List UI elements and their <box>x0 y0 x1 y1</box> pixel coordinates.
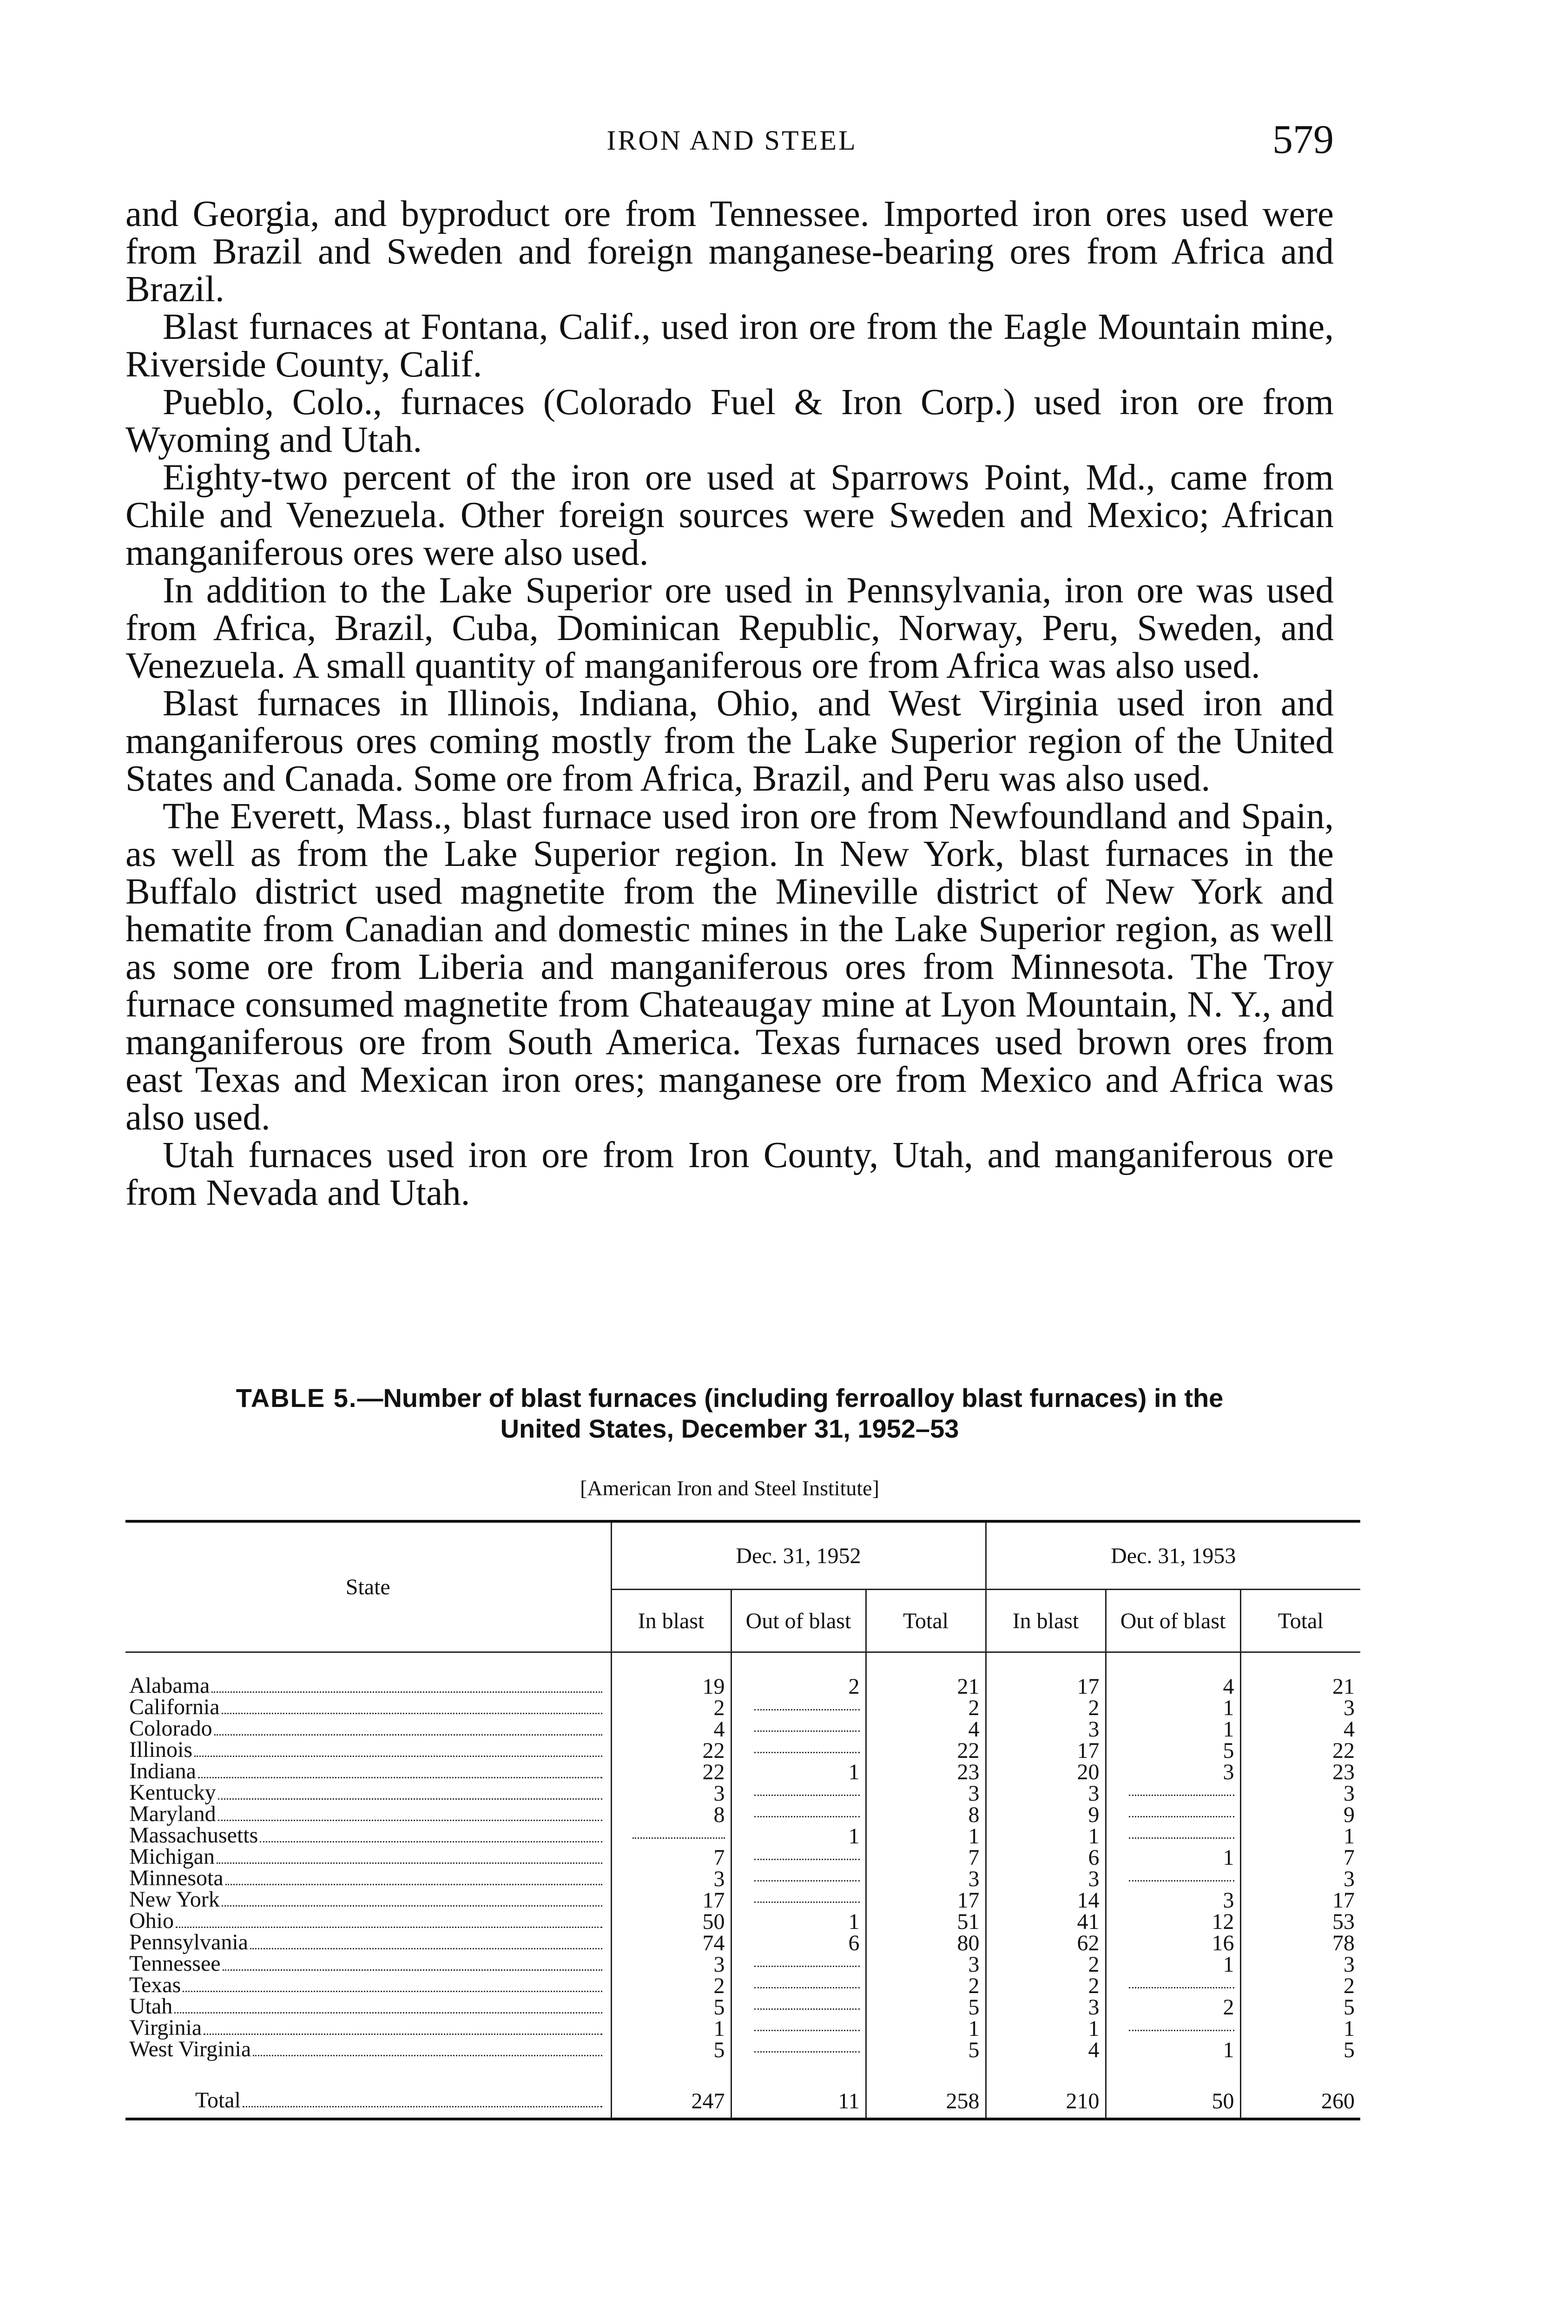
value-cell <box>731 1997 866 2018</box>
state-name: Total <box>195 2088 241 2113</box>
body-text <box>125 195 1334 1212</box>
value-cell: 258 <box>866 2085 986 2119</box>
page-number: 579 <box>1272 117 1334 162</box>
value-cell: 1 <box>986 2018 1106 2040</box>
value-cell: 5 <box>866 2040 986 2061</box>
value-cell: 41 <box>986 1911 1106 1933</box>
group-header-1952: Dec. 31, 1952 <box>611 1521 986 1590</box>
value-cell: 20 <box>986 1762 1106 1783</box>
value-cell: 5 <box>611 1997 731 2018</box>
paragraph: Blast furnaces in Illinois, Indiana, Ohio, and West Virginia used iron and manganiferous ores coming mostly from the Lake Superior region of the United States and Canada. Some ore from Africa, Brazil, and Peru was also used. <box>125 683 1334 799</box>
total-row <box>125 2085 1360 2119</box>
table-caption-lead: TABLE 5. <box>236 1383 357 1413</box>
value-cell: 53 <box>1240 1911 1360 1933</box>
value-cell: 51 <box>866 1911 986 1933</box>
value-cell: 1 <box>1106 1719 1240 1740</box>
value-cell: 17 <box>866 1890 986 1911</box>
value-cell: 2 <box>611 1697 731 1719</box>
value-cell: 74 <box>611 1933 731 1954</box>
table-caption-text: —Number of blast furnaces (including ferroalloy blast furnaces) in the <box>357 1383 1224 1413</box>
table-row <box>125 1954 1360 1975</box>
table-row <box>125 1697 1360 1719</box>
value-cell: 5 <box>1240 1997 1360 2018</box>
state-name: Massachusetts <box>129 1826 258 1847</box>
value-cell: 80 <box>866 1933 986 1954</box>
value-cell: 23 <box>1240 1762 1360 1783</box>
table-row <box>125 2018 1360 2040</box>
value-cell <box>731 1975 866 1997</box>
paragraph: Blast furnaces at Fontana, Calif., used iron ore from the Eagle Mountain mine, Riverside County, Calif. <box>125 307 1334 385</box>
state-cell <box>125 1890 611 1911</box>
table-row <box>125 1804 1360 1826</box>
table-row <box>125 1762 1360 1783</box>
table-row <box>125 1911 1360 1933</box>
table-source: [American Iron and Steel Institute] <box>580 1476 879 1500</box>
value-cell: 22 <box>1240 1740 1360 1762</box>
value-cell: 4 <box>986 2040 1106 2061</box>
value-cell <box>731 1740 866 1762</box>
value-cell <box>731 1954 866 1975</box>
value-cell: 260 <box>1240 2085 1360 2119</box>
state-cell <box>125 1868 611 1890</box>
state-cell <box>125 1740 611 1762</box>
state-name: Maryland <box>129 1804 216 1826</box>
value-cell: 7 <box>1240 1847 1360 1868</box>
value-cell: 5 <box>1240 2040 1360 2061</box>
value-cell <box>731 2018 866 2040</box>
value-cell: 2 <box>986 1975 1106 1997</box>
value-cell: 62 <box>986 1933 1106 1954</box>
state-name: Pennsylvania <box>129 1933 248 1954</box>
value-cell: 2 <box>986 1954 1106 1975</box>
value-cell: 1 <box>1240 2018 1360 2040</box>
value-cell: 1 <box>866 2018 986 2040</box>
state-cell <box>125 1954 611 1975</box>
paragraph: and Georgia, and byproduct ore from Tennessee. Imported iron ores used were from Brazil and Sweden and foreign manganese-bearing ores from Africa and Brazil. <box>125 194 1334 310</box>
value-cell <box>731 1804 866 1826</box>
table-row <box>125 1890 1360 1911</box>
value-cell: 21 <box>866 1676 986 1697</box>
value-cell: 78 <box>1240 1933 1360 1954</box>
value-cell: 19 <box>611 1676 731 1697</box>
table-row <box>125 1847 1360 1868</box>
state-name: California <box>129 1697 220 1719</box>
state-cell <box>125 2085 611 2119</box>
value-cell: 23 <box>866 1762 986 1783</box>
state-cell <box>125 1804 611 1826</box>
value-cell: 2 <box>1240 1975 1360 1997</box>
blast-furnace-table <box>125 1520 1360 2120</box>
value-cell: 4 <box>611 1719 731 1740</box>
value-cell: 8 <box>866 1804 986 1826</box>
table-row <box>125 1740 1360 1762</box>
value-cell: 50 <box>1106 2085 1240 2119</box>
value-cell <box>1106 2018 1240 2040</box>
value-cell: 5 <box>611 2040 731 2061</box>
value-cell: 3 <box>611 1783 731 1804</box>
state-cell <box>125 1783 611 1804</box>
table-row <box>125 2040 1360 2061</box>
state-column-header: State <box>125 1521 611 1652</box>
state-name: Colorado <box>129 1719 212 1740</box>
value-cell: 3 <box>1240 1868 1360 1890</box>
value-cell: 17 <box>1240 1890 1360 1911</box>
value-cell <box>731 1697 866 1719</box>
state-name: Tennessee <box>129 1954 221 1975</box>
value-cell: 4 <box>1106 1676 1240 1697</box>
value-cell: 1 <box>986 1826 1106 1847</box>
value-cell: 2 <box>866 1975 986 1997</box>
state-name: New York <box>129 1890 220 1911</box>
paragraph: Utah furnaces used iron ore from Iron County, Utah, and manganiferous ore from Nevada and Utah. <box>125 1135 1334 1213</box>
col-in-blast-1952: In blast <box>611 1590 731 1652</box>
running-head <box>130 116 1334 167</box>
state-cell <box>125 1847 611 1868</box>
value-cell: 4 <box>866 1719 986 1740</box>
value-cell: 5 <box>866 1997 986 2018</box>
paragraph: Pueblo, Colo., furnaces (Colorado Fuel & Iron Corp.) used iron ore from Wyoming and Utah. <box>125 382 1334 460</box>
value-cell: 6 <box>731 1933 866 1954</box>
value-cell: 9 <box>986 1804 1106 1826</box>
value-cell: 3 <box>1240 1954 1360 1975</box>
value-cell <box>731 1783 866 1804</box>
table-caption <box>125 1383 1334 1444</box>
table-row <box>125 1826 1360 1847</box>
value-cell: 17 <box>611 1890 731 1911</box>
value-cell <box>731 1868 866 1890</box>
value-cell <box>1106 1804 1240 1826</box>
value-cell: 11 <box>731 2085 866 2119</box>
value-cell: 50 <box>611 1911 731 1933</box>
value-cell: 3 <box>611 1868 731 1890</box>
value-cell: 2 <box>611 1975 731 1997</box>
table-header-row <box>125 1521 1360 1590</box>
value-cell <box>1106 1975 1240 1997</box>
col-out-of-blast-1952: Out of blast <box>731 1590 866 1652</box>
state-cell <box>125 1676 611 1697</box>
paragraph: In addition to the Lake Superior ore used in Pennsylvania, iron ore was used from Africa, Brazil, Cuba, Dominican Republic, Norway, Peru, Sweden, and Venezuela. A small quantity of manganiferous ore from Africa was also used. <box>125 570 1334 686</box>
state-cell <box>125 2018 611 2040</box>
value-cell <box>1106 1783 1240 1804</box>
value-cell: 3 <box>1240 1783 1360 1804</box>
value-cell: 1 <box>611 2018 731 2040</box>
value-cell: 9 <box>1240 1804 1360 1826</box>
value-cell: 3 <box>1106 1890 1240 1911</box>
value-cell: 22 <box>866 1740 986 1762</box>
table-caption-line2: United States, December 31, 1952–53 <box>500 1414 959 1443</box>
state-name: Alabama <box>129 1676 210 1697</box>
state-cell <box>125 1826 611 1847</box>
state-cell <box>125 1933 611 1954</box>
state-cell <box>125 1697 611 1719</box>
spacer-row <box>125 2061 1360 2085</box>
state-name: Illinois <box>129 1740 193 1762</box>
value-cell: 22 <box>611 1762 731 1783</box>
state-cell <box>125 1911 611 1933</box>
value-cell <box>1106 1826 1240 1847</box>
value-cell: 247 <box>611 2085 731 2119</box>
state-name: Minnesota <box>129 1868 224 1890</box>
value-cell: 5 <box>1106 1740 1240 1762</box>
value-cell: 17 <box>986 1676 1106 1697</box>
state-cell <box>125 2040 611 2061</box>
value-cell <box>1106 1868 1240 1890</box>
value-cell: 3 <box>866 1868 986 1890</box>
value-cell: 2 <box>866 1697 986 1719</box>
value-cell: 16 <box>1106 1933 1240 1954</box>
table-row <box>125 1975 1360 1997</box>
value-cell: 1 <box>1106 1847 1240 1868</box>
state-name: Virginia <box>129 2018 202 2040</box>
table-row <box>125 1719 1360 1740</box>
state-name: West Virginia <box>129 2040 251 2061</box>
value-cell: 3 <box>986 1783 1106 1804</box>
value-cell <box>611 1826 731 1847</box>
table-row <box>125 1676 1360 1697</box>
value-cell <box>731 2040 866 2061</box>
value-cell: 4 <box>1240 1719 1360 1740</box>
group-header-1953: Dec. 31, 1953 <box>986 1521 1360 1590</box>
value-cell: 2 <box>1106 1997 1240 2018</box>
state-name: Kentucky <box>129 1783 216 1804</box>
col-in-blast-1953: In blast <box>986 1590 1106 1652</box>
value-cell: 1 <box>866 1826 986 1847</box>
value-cell: 1 <box>1106 1954 1240 1975</box>
value-cell: 22 <box>611 1740 731 1762</box>
table-row <box>125 1997 1360 2018</box>
value-cell: 3 <box>986 1719 1106 1740</box>
value-cell: 12 <box>1106 1911 1240 1933</box>
paragraph: The Everett, Mass., blast furnace used iron ore from Newfoundland and Spain, as well as from the Lake Superior region. In New York, blast furnaces in the Buffalo district used magnetite from the Mineville district of New York and hematite from Canadian and domestic mines in the Lake Superior region, as well as some ore from Liberia and manganiferous ores from Minnesota. The Troy furnace consumed magnetite from Chateaugay mine at Lyon Mountain, N. Y., and manganiferous ore from South America. Texas furnaces used brown ores from east Texas and Mexican iron ores; manganese ore from Mexico and Africa was also used. <box>125 796 1334 1138</box>
value-cell: 3 <box>866 1783 986 1804</box>
value-cell <box>731 1847 866 1868</box>
value-cell: 3 <box>1106 1762 1240 1783</box>
state-name: Texas <box>129 1975 181 1997</box>
value-cell: 3 <box>986 1868 1106 1890</box>
col-out-of-blast-1953: Out of blast <box>1106 1590 1240 1652</box>
state-name: Indiana <box>129 1762 196 1783</box>
table-row <box>125 1933 1360 1954</box>
value-cell: 1 <box>731 1826 866 1847</box>
value-cell: 17 <box>986 1740 1106 1762</box>
value-cell: 3 <box>1240 1697 1360 1719</box>
running-title: IRON AND STEEL <box>606 125 857 156</box>
value-cell: 6 <box>986 1847 1106 1868</box>
value-cell: 1 <box>731 1911 866 1933</box>
col-total-1952: Total <box>866 1590 986 1652</box>
value-cell: 1 <box>1106 2040 1240 2061</box>
value-cell: 3 <box>986 1997 1106 2018</box>
value-cell: 7 <box>611 1847 731 1868</box>
value-cell: 8 <box>611 1804 731 1826</box>
state-name: Michigan <box>129 1847 215 1868</box>
value-cell: 1 <box>1240 1826 1360 1847</box>
value-cell: 1 <box>731 1762 866 1783</box>
table-caption-line1 <box>125 1383 1334 1413</box>
value-cell: 21 <box>1240 1676 1360 1697</box>
state-cell <box>125 1719 611 1740</box>
value-cell: 3 <box>611 1954 731 1975</box>
state-name: Ohio <box>129 1911 174 1933</box>
spacer-row <box>125 1652 1360 1677</box>
table-body <box>125 1652 1360 2119</box>
value-cell <box>731 1719 866 1740</box>
value-cell: 210 <box>986 2085 1106 2119</box>
state-cell <box>125 1762 611 1783</box>
table-row <box>125 1868 1360 1890</box>
col-total-1953: Total <box>1240 1590 1360 1652</box>
state-name: Utah <box>129 1997 173 2018</box>
state-cell <box>125 1975 611 1997</box>
value-cell: 14 <box>986 1890 1106 1911</box>
value-cell: 7 <box>866 1847 986 1868</box>
value-cell: 1 <box>1106 1697 1240 1719</box>
paragraph: Eighty-two percent of the iron ore used at Sparrows Point, Md., came from Chile and Venezuela. Other foreign sources were Sweden and Mexico; African manganiferous ores were also used. <box>125 457 1334 573</box>
value-cell: 2 <box>731 1676 866 1697</box>
state-cell <box>125 1997 611 2018</box>
table-row <box>125 1783 1360 1804</box>
value-cell: 2 <box>986 1697 1106 1719</box>
value-cell: 3 <box>866 1954 986 1975</box>
value-cell <box>731 1890 866 1911</box>
